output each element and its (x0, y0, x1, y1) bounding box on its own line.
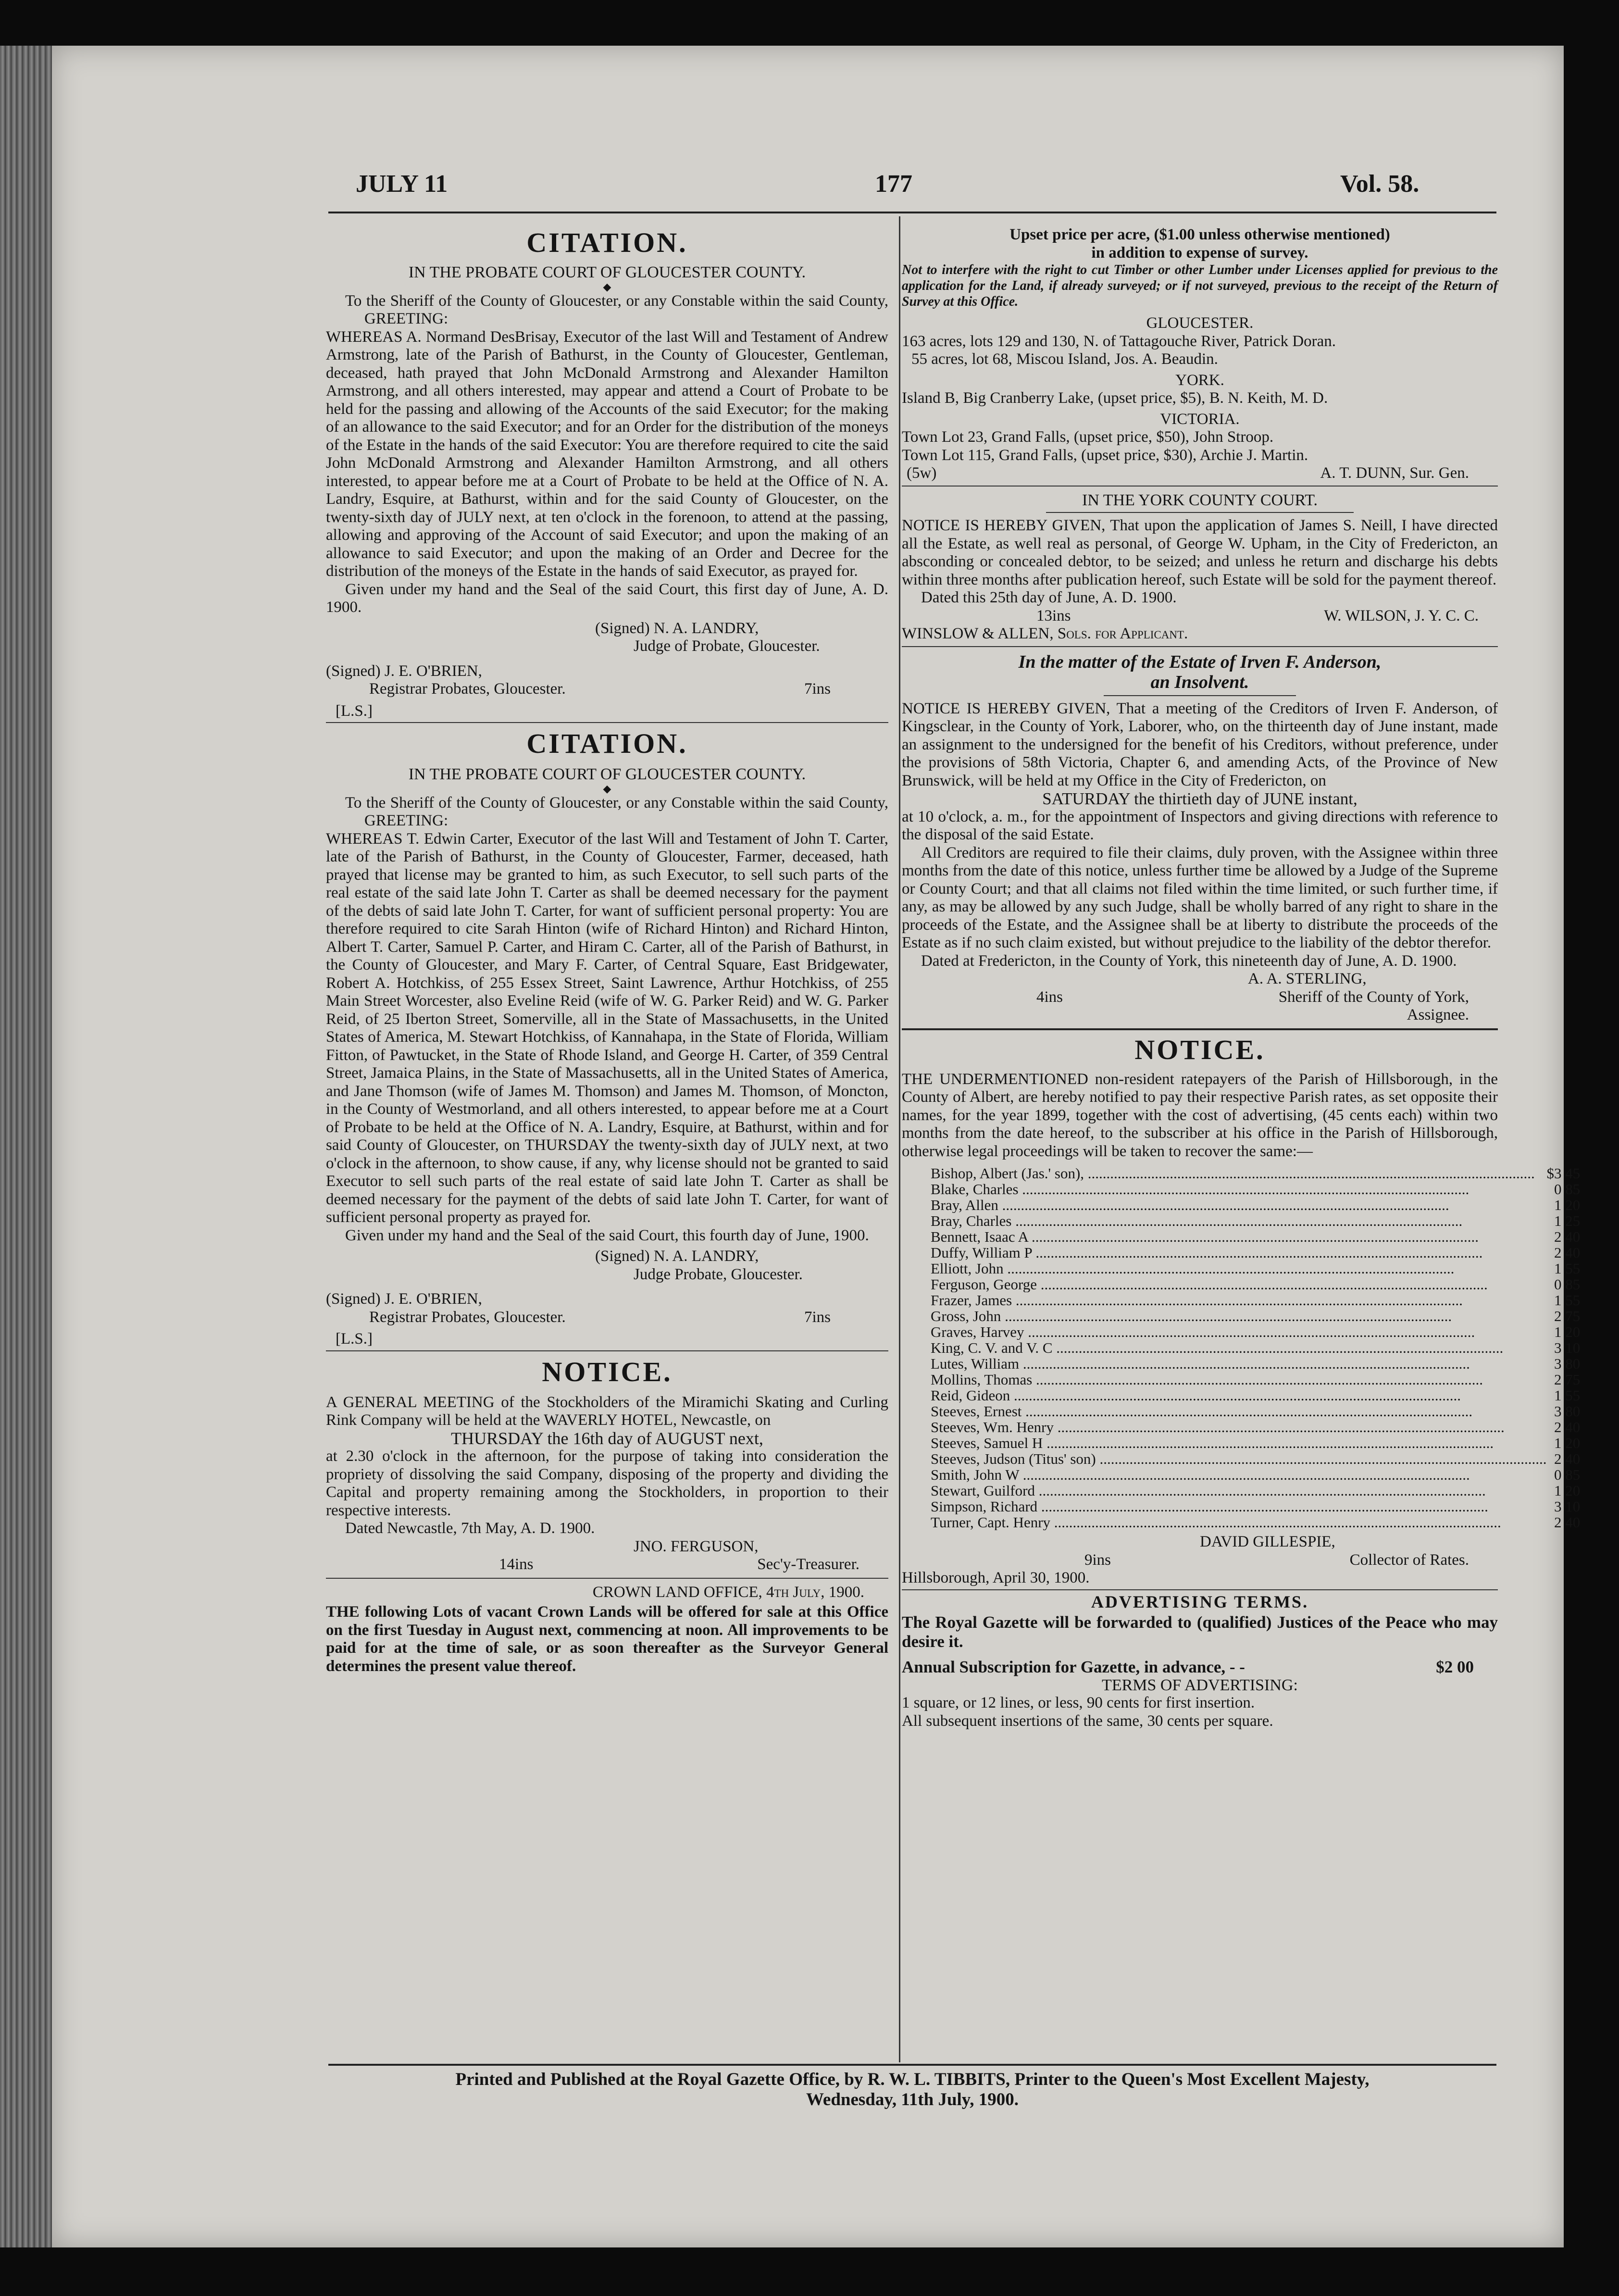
york-court-signature: W. WILSON, J. Y. C. C. (1324, 607, 1479, 624)
table-row (931, 1276, 1580, 1292)
estate-body-3: All Creditors are required to file their claims, duly proven, with the Assignee within three months from the date of this notice, unless further time be allowed by a Judge of the Supreme or County Court; and that all claims not filed within the time limited, or such further time, if any, as may be allowed by any such Judge, shall be wholly barred of any right to share in the proceeds of the Estate, and the Assignee shall be at liberty to distribute the proceeds of the Estate as if no such claim existed, but without prejudice to the liability of the debtor therefor. (902, 844, 1498, 951)
notice-1-insertions: 14ins (499, 1556, 534, 1573)
ratepayer-name: Reid, Gideon ........................................................................................................................ (931, 1387, 1461, 1403)
notice-1-signature: JNO. FERGUSON, (634, 1537, 759, 1555)
citation-1-insertions: 7ins (804, 680, 831, 698)
header-rule (328, 212, 1496, 213)
york-court-solicitors: WINSLOW & ALLEN, Sols. for Applicant. (902, 625, 1188, 642)
gazette-page (52, 46, 1581, 2247)
upset-price-heading: Upset price per acre, ($1.00 unless otherwise mentioned) (1009, 226, 1390, 243)
estate-signer-role-2: Assignee. (1407, 1006, 1469, 1023)
york-lot-1: Island B, Big Cranberry Lake, (upset price, $5), B. N. Keith, M. D. (902, 389, 1328, 407)
citation-2-seal: [L.S.] (336, 1330, 373, 1348)
page-edge (0, 46, 52, 2247)
ratepayer-amount: 2 40 (1554, 1419, 1581, 1435)
estate-insertions: 4ins (1036, 988, 1063, 1006)
estate-signature: A. A. STERLING, (1248, 970, 1367, 987)
ratepayer-name: Bennett, Isaac A ........................................................................................................................ (931, 1229, 1479, 1245)
ratepayer-amount: 2 75 (1554, 1371, 1581, 1388)
notice-1-title: NOTICE. (542, 1356, 673, 1387)
notice-1-role: Sec'y-Treasurer. (757, 1556, 859, 1573)
york-heading: YORK. (1175, 371, 1224, 389)
ratepayer-amount: 2 40 (1554, 1514, 1581, 1531)
table-row (931, 1181, 1580, 1197)
citation-1-given: Given under my hand and the Seal of the said Court, this first day of June, A. D. 1900. (326, 580, 888, 616)
ratepayer-name: Duffy, William P ........................................................................................................................ (931, 1245, 1483, 1260)
ratepayer-amount: 0 85 (1554, 1466, 1581, 1483)
ratepayer-amount: 1 25 (1554, 1212, 1581, 1229)
divider (902, 1589, 1498, 1590)
gloucester-lot-2: 55 acres, lot 68, Miscou Island, Jos. A. Beaudin. (911, 350, 1218, 368)
right-column (902, 226, 1581, 1730)
ratepayer-name: Blake, Charles ........................................................................................................................ (931, 1181, 1470, 1197)
table-row (931, 1419, 1580, 1435)
table-row (931, 1451, 1580, 1467)
ratepayer-name: Bray, Allen ........................................................................................................................ (931, 1197, 1449, 1213)
estate-signer-role: Sheriff of the County of York, (1278, 988, 1469, 1006)
header-date: JULY 11 (356, 170, 448, 198)
collector-signature: DAVID GILLESPIE, (1200, 1533, 1335, 1550)
table-row (931, 1356, 1580, 1372)
divider (326, 1350, 888, 1351)
notice-2-title: NOTICE. (1134, 1034, 1265, 1065)
ratepayer-amount: 1 20 (1554, 1197, 1581, 1213)
victoria-heading: VICTORIA. (1160, 410, 1240, 428)
citation-2-registrar-title: Registrar Probates, Gloucester. (369, 1308, 566, 1326)
victoria-lot-2: Town Lot 115, Grand Falls, (upset price, $30), Archie J. Martin. (902, 446, 1308, 464)
citation-2-signed-registrar: (Signed) J. E. O'BRIEN, (326, 1290, 482, 1308)
ratepayer-name: King, C. V. and V. C ........................................................................................................................ (931, 1340, 1504, 1356)
ratepayer-name: Smith, John W ........................................................................................................................ (931, 1467, 1470, 1483)
advertising-terms-justices: The Royal Gazette will be forwarded to (qualified) Justices of the Peace who may desire it. (902, 1613, 1498, 1651)
gloucester-heading: GLOUCESTER. (1146, 314, 1254, 332)
ratepayer-amount: 3 10 (1554, 1498, 1581, 1515)
table-row (931, 1435, 1580, 1451)
notice-1-date: THURSDAY the 16th day of AUGUST next, (451, 1428, 763, 1448)
ratepayer-name: Elliott, John ........................................................................................................................ (931, 1260, 1455, 1276)
advertising-term-2: All subsequent insertions of the same, 30 cents per square. (902, 1712, 1273, 1730)
citation-2-signed-judge: (Signed) N. A. LANDRY, (595, 1248, 759, 1265)
york-court-insertions: 13ins (1036, 607, 1071, 624)
citation-1-judge-title: Judge of Probate, Gloucester. (634, 637, 820, 655)
divider (902, 1028, 1498, 1030)
estate-body: NOTICE IS HEREBY GIVEN, That a meeting of the Creditors of Irven F. Anderson, of Kingsclear, in the County of York, Laborer, who, on the thirteenth day of June instant, made an assignment to the undersigned for the benefit of his Creditors, without preference, under the provisions of 58th Victoria, Chapter 6, and amending Acts, of the Province of New Brunswick, will be held at my Office in the City of Fredericton, on (902, 699, 1498, 789)
divider (326, 1578, 888, 1579)
terms-of-advertising-heading: TERMS OF ADVERTISING: (1102, 1676, 1298, 1694)
citation-1-title: CITATION. (526, 227, 688, 258)
citation-2-address: To the Sheriff of the County of Gloucester, or any Constable within the said County, GREETING: (345, 794, 888, 829)
crown-land-notice: THE following Lots of vacant Crown Lands will be offered for sale at this Office on the first Tuesday in August next, commencing at noon. All improvements to be paid for at the time of sale, or as soon thereafter as the Surveyor General determines the present value thereof. (326, 1603, 888, 1675)
notice-1-body: A GENERAL MEETING of the Stockholders of the Miramichi Skating and Curling Rink Company will be held at the WAVERLY HOTEL, Newcastle, on (326, 1393, 888, 1429)
notice-2-body: THE UNDERMENTIONED non-resident ratepayers of the Parish of Hillsborough, in the County of Albert, are hereby notified to pay their respective Parish rates, as set opposite their names, for the year 1899, together with the cost of advertising, (45 cents each) within two months from the date hereof, to the subscriber at his office in the Parish of Hillsborough, otherwise legal proceedings will be taken to recover the same:— (902, 1070, 1498, 1160)
citation-1-address: To the Sheriff of the County of Gloucester, or any Constable within the said County, GREETING: (345, 292, 888, 327)
ratepayer-amount: 1 20 (1554, 1482, 1581, 1499)
divider (1104, 695, 1296, 696)
estate-title: In the matter of the Estate of Irven F. Anderson, (1018, 651, 1382, 672)
ratepayer-amount: 3 80 (1554, 1355, 1581, 1372)
citation-1-registrar-title: Registrar Probates, Gloucester. (369, 680, 566, 698)
ratepayer-amount: 1 20 (1554, 1435, 1581, 1451)
table-row (931, 1245, 1580, 1260)
ratepayer-name: Turner, Capt. Henry ........................................................................................................................ (931, 1514, 1501, 1530)
ratepayer-name: Steeves, Wm. Henry ........................................................................................................................ (931, 1419, 1505, 1435)
column-divider (899, 216, 900, 2062)
surveyor-general-signature: A. T. DUNN, Sur. Gen. (1320, 464, 1469, 482)
table-row (931, 1229, 1580, 1245)
crown-land-office-date: CROWN LAND OFFICE, 4th July, 1900. (592, 1583, 864, 1601)
table-row (931, 1467, 1580, 1483)
divider (326, 722, 888, 723)
header-page-number: 177 (875, 170, 912, 198)
citation-1-signed-registrar: (Signed) J. E. O'BRIEN, (326, 662, 482, 680)
victoria-lot-1: Town Lot 23, Grand Falls, (upset price, $50), John Stroop. (902, 428, 1274, 446)
table-row (931, 1260, 1580, 1276)
citation-2-title: CITATION. (526, 728, 688, 759)
ratepayer-amount: 2 40 (1554, 1244, 1581, 1261)
table-row (931, 1308, 1580, 1324)
estate-body-2: at 10 o'clock, a. m., for the appointment of Inspectors and giving directions with reference to the disposal of the said Estate. (902, 808, 1498, 843)
ratepayer-name: Bray, Charles ........................................................................................................................ (931, 1213, 1463, 1229)
upset-insertions: (5w) (907, 464, 937, 482)
divider (902, 646, 1498, 647)
table-row (931, 1387, 1580, 1403)
footer-line-2: Wednesday, 11th July, 1900. (806, 2090, 1019, 2109)
ratepayer-name: Gross, John ........................................................................................................................ (931, 1308, 1452, 1324)
notice-2-insertions: 9ins (1084, 1551, 1111, 1569)
upset-price-subheading: in addition to expense of survey. (1091, 244, 1308, 262)
citation-1-body: WHEREAS A. Normand DesBrisay, Executor of the last Will and Testament of Andrew Armstrong, late of the Parish of Bathurst, in the County of Gloucester, Gentleman, deceased, hath prayed that John McDonald Armstrong and Alexander Hamilton Armstrong, and all others interested, may appear and attend a Court of Probate to be held for the passing and allowing of the Accounts of the said Executor; for the making of an allowance to the said Executor; and for an Order for the distribution of the moneys of the Estate in the hands of the said Executor: You are therefore required to cite the said John McDonald Armstrong and Alexander Hamilton Armstrong, and all others interested, to appear before me at a Court of Probate to be held at the Office of N. A. Landry, Esquire, at Bathurst, within and for the said County of Gloucester, on the twenty-sixth day of JULY next, at ten o'clock in the forenoon, to attend at the passing, allowing and approving of the Account of said Executor; and upon the making of an allowance to said Executor; and upon the making of an Order and Decree for the distribution of the moneys of the Estate in the hands of said Executor, as prayed for. (326, 328, 888, 580)
ratepayer-name: Steeves, Samuel H ........................................................................................................................ (931, 1435, 1494, 1451)
ratepayer-amount: 3 80 (1554, 1403, 1581, 1420)
footer-imprint (321, 2070, 1504, 2110)
ratepayer-amount: 3 10 (1554, 1339, 1581, 1356)
table-row (931, 1292, 1580, 1308)
advertising-terms-title: ADVERTISING TERMS. (1091, 1592, 1309, 1611)
table-row (931, 1324, 1580, 1340)
table-row (931, 1498, 1580, 1514)
ratepayer-amount: 2 40 (1554, 1228, 1581, 1245)
citation-1-seal: [L.S.] (336, 702, 373, 720)
notice-1-dated: Dated Newcastle, 7th May, A. D. 1900. (345, 1520, 595, 1537)
table-row (931, 1213, 1580, 1229)
ratepayer-name: Steeves, Ernest ........................................................................................................................ (931, 1403, 1473, 1419)
notice-1-body-2: at 2.30 o'clock in the afternoon, for the purpose of taking into consideration the propriety of dissolving the said Company, disposing of the property and dividing the Capital and property remaining among the Stockholders, in proportion to their respective interests. (326, 1447, 888, 1519)
advertising-term-1: 1 square, or 12 lines, or less, 90 cents for first insertion. (902, 1694, 1255, 1711)
gloucester-lot-1: 163 acres, lots 129 and 130, N. of Tattagouche River, Patrick Doran. (902, 332, 1336, 350)
subscription-label: Annual Subscription for Gazette, in advance, - - (902, 1658, 1245, 1676)
ratepayers-table (931, 1165, 1580, 1530)
citation-2-body: WHEREAS T. Edwin Carter, Executor of the last Will and Testament of John T. Carter, late of the Parish of Bathurst, in the County of Gloucester, Farmer, deceased, hath prayed that license may be granted to him, as such Executor, to sell such parts of the real estate of the said late John T. Carter as shall be deemed necessary for the payment of the debts of said late John T. Carter, for want of sufficient personal property: You are therefore required to cite Sarah Hinton (wife of Richard Hinton) and Richard Hinton, Albert T. Carter, Samuel P. Carter, and Hiram C. Carter, all of the Parish of Bathurst, in the County of Gloucester, and Mary F. Carter, of Central Square, East Bridgewater, Robert A. Hotchkiss, of 255 Essex Street, Saint Lawrence, Arthur Hotchkiss, of 255 Main Street Worcester, also Eveline Reid (wife of W. G. Parker Reid) and W. G. Parker Reid, of 25 Iberton Street, Somerville, all in the State of Massachusetts, in the United States of America, M. Stewart Hotchkiss, of Kannahapa, in the State of Florida, William Fitton, of Pawtucket, in the State of Rhode Island, and George H. Carter, of 359 Central Street, Jamaica Plains, in the State of Massachusetts, all in the United States of America, and Jane Thomson (wife of James M. Thomson) and James M. Thomson, of Moncton, in the County of Westmorland, and all others interested, to appear before me at a Court of Probate to be held at the Office of N. A. Landry, Esquire, at Bathurst, within and for said County of Gloucester, on THURSDAY the twenty-sixth day of JULY next, at two o'clock in the afternoon, to show cause, if any, why license should not be granted to said Executor to sell such parts of the real estate of said late John T. Carter as shall be deemed necessary for the payment of the debts of said late John T. Carter, for want of sufficient personal property as prayed for. (326, 830, 888, 1226)
footer-rule (328, 2064, 1496, 2066)
header-volume: Vol. 58. (1340, 170, 1420, 198)
table-row (931, 1514, 1580, 1530)
citation-2-judge-title: Judge Probate, Gloucester. (634, 1265, 803, 1283)
ratepayer-amount: $3 45 (1546, 1165, 1581, 1182)
estate-meeting-date: SATURDAY the thirtieth day of JUNE instant, (1042, 789, 1357, 808)
ratepayer-amount: 1 55 (1554, 1292, 1581, 1309)
collector-role: Collector of Rates. (1349, 1551, 1469, 1569)
table-row (931, 1197, 1580, 1213)
ratepayer-name: Bishop, Albert (Jas.' son), ........................................................................................................................ (931, 1165, 1535, 1181)
citation-2-insertions: 7ins (804, 1308, 831, 1326)
ratepayer-name: Frazer, James ........................................................................................................................ (931, 1292, 1463, 1308)
york-court-title: IN THE YORK COUNTY COURT. (1082, 491, 1318, 509)
estate-subtitle: an Insolvent. (1150, 672, 1249, 692)
table-row (931, 1165, 1580, 1181)
divider (902, 486, 1498, 487)
ratepayer-amount: 2 40 (1554, 1450, 1581, 1467)
ratepayer-name: Graves, Harvey ........................................................................................................................ (931, 1324, 1475, 1340)
york-court-dated: Dated this 25th day of June, A. D. 1900. (921, 589, 1177, 606)
citation-2-court: IN THE PROBATE COURT OF GLOUCESTER COUNTY. (408, 765, 806, 783)
ratepayer-name: Mollins, Thomas ........................................................................................................................ (931, 1372, 1483, 1387)
ratepayer-amount: 0 85 (1554, 1181, 1581, 1198)
citation-1-signed-judge: (Signed) N. A. LANDRY, (595, 619, 759, 637)
table-row (931, 1340, 1580, 1356)
ratepayer-name: Lutes, William ........................................................................................................................ (931, 1356, 1470, 1372)
table-row (931, 1372, 1580, 1387)
ratepayer-amount: 1 55 (1554, 1260, 1581, 1277)
footer-line-1: Printed and Published at the Royal Gazette Office, by R. W. L. TIBBITS, Printer to the Queen's Most Excellent Majesty, (455, 2070, 1370, 2089)
upset-price-note: Not to interfere with the right to cut Timber or other Lumber under Licenses applied for previous to the application for the Land, if already surveyed; or if not surveyed, previous to the receipt of the Return of Survey at this Office. (902, 262, 1498, 309)
citation-2-given: Given under my hand and the Seal of the said Court, this fourth day of June, 1900. (345, 1226, 869, 1244)
estate-dated: Dated at Fredericton, in the County of York, this nineteenth day of June, A. D. 1900. (921, 952, 1457, 970)
divider (1046, 512, 1354, 513)
table-row (931, 1403, 1580, 1419)
york-court-body: NOTICE IS HEREBY GIVEN, That upon the application of James S. Neill, I have directed all the Estate, as well real as personal, of George W. Upham, in the City of Fredericton, an absconding or concealed debtor, to be seized; and unless he return and discharge his debts within three months after publication hereof, such Estate will be sold for the payment thereof. (902, 517, 1498, 588)
ratepayer-amount: 2 75 (1554, 1308, 1581, 1324)
table-row (931, 1483, 1580, 1498)
ratepayer-name: Simpson, Richard ........................................................................................................................ (931, 1498, 1488, 1514)
subscription-price: $2 00 (1436, 1658, 1474, 1676)
ratepayer-amount: 0 85 (1554, 1276, 1581, 1293)
notice-2-dated: Hillsborough, April 30, 1900. (902, 1569, 1090, 1586)
ratepayer-name: Ferguson, George ........................................................................................................................ (931, 1276, 1488, 1292)
citation-1-court: IN THE PROBATE COURT OF GLOUCESTER COUNTY. (408, 263, 806, 281)
ratepayer-name: Stewart, Guilford ........................................................................................................................ (931, 1483, 1486, 1498)
left-column: CITATION. IN THE PROBATE COURT OF GLOUCESTER COUNTY. ◆ To the Sheriff of the County of Gloucester, or any Constable within the said County, GREETING: WHEREAS A. Normand DesBrisay, Executor of the last Will and Testament of Andrew Armstrong, late of the Parish of Bathurst, in the County of Gloucester, Gentleman, deceased, hath prayed that John McDonald Armstrong and Alexander Hamilton Armstrong, and all others interested, may appear and attend a Court of Probate to be held for the passing and allowing of the Accounts of the said Executor; for the making of an allowance to the said Executor; and for an Order for the distribution of the moneys of the Estate in the hands of the said Executor: You are therefore required to cite the said John McDonald Armstrong and Alexander Hamilton Armstrong, and all others interested, to appear before me at a Court of Probate to be held at the Office of N. A. Landry, Esquire, at Bathurst, within and for the said County of Gloucester, on the twenty-sixth day of JULY next, at ten o'clock in the forenoon, to attend at the passing, allowing and approving of the Account of said Executor; and upon the making of an allowance to said Executor; and upon the making of an Order and Decree for the distribution of the moneys of the Estate in the hands of said Executor, as prayed for. Given under my hand and the Seal of the said Court, this first day of June, A. D. 1900. (Signed) N. A. LANDRY, Judge of Probate, Gloucester. (Signed) J. E. O'BRIEN, Registrar Probates, Gloucester. 7ins [L.S.] CITATION. IN THE PROBATE COURT OF GLOUCESTER COUNTY. ◆ To the Sheriff of the County of Gloucester, or any Constable within the said County, GREETING: WHEREAS T. Edwin Carter, Executor of the last Will and Testament of John T. Carter, late of the Parish of Bathurst, in the County of Gloucester, Farmer, deceased, hath prayed that license may be granted to him, as such Executor, to sell such parts of the real estate of the said late John T. Carter as shall be deemed necessary for the payment of the debts of said late John T. Carter, for want of sufficient personal property: You are therefore required to cite Sarah Hinton (wife of Richard Hinton) and Richard Hinton, Albert T. Carter, Samuel P. Carter, and Hiram C. Carter, all of the Parish of Bathurst, in the County of Gloucester, and Mary F. Carter, of Central Square, East Bridgewater, Robert A. Hotchkiss, of 255 Essex Street, Saint Lawrence, Arthur Hotchkiss, of 255 Main Street Worcester, also Eveline Reid (wife of W. G. Parker Reid) and W. G. Parker Reid, of 25 Iberton Street, Somerville, all in the State of Massachusetts, in the United States of America, M. Stewart Hotchkiss, of Kannahapa, in the State of Florida, William Fitton, of Pawtucket, in the State of Rhode Island, and George H. Carter, of 359 Central Street, Jamaica Plains, in the State of Massachusetts, all in the United States of America, and Jane Thomson (wife of James M. Thomson) and James M. Thomson, of Moncton, in the County of Westmorland, and all others interested, to appear before me at a Court of Probate to be held at the Office of N. A. Landry, Esquire, at Bathurst, within and for said County of Gloucester, on THURSDAY the twenty-sixth day of JULY next, at two o'clock in the afternoon, to show cause, if any, why license should not be granted to said Executor to sell such parts of the real estate of said late John T. Carter as shall be deemed necessary for the payment of the debts of said late John T. Carter, for want of sufficient personal property as prayed for. Given under my hand and the Seal of the said Court, this fourth day of June, 1900. (Signed) N. A. LANDRY, Judge Probate, Gloucester. (Signed) J. E. O'BRIEN, Registrar Probates, Gloucester. 7ins [L.S.] NOTICE. A GENERAL MEETING of the Stockholders of the Miramichi Skating and Curling Rink Company will be held at the WAVERLY HOTEL, Newcastle, on THURSDAY the 16th day of AUGUST next, at 2.30 o'clock in the afternoon, for the purpose of taking into consideration the propriety of dissolving the said Company, disposing of the property and dividing the Capital and property remaining among the Stockholders, in proportion to their respective interests. Dated Newcastle, 7th May, A. D. 1900. JNO. FERGUSON, 14ins Sec'y-Treasurer. CROWN LAND OFFICE, 4th July, 1900. THE following Lots of vacant Crown Lands will be offered for sale at this Office on the first Tuesday in August next, commencing at noon. All improvements to be paid for at the time of sale, or as soon thereafter as the Surveyor General determines the present value thereof. (326, 227, 888, 1675)
ratepayer-amount: 1 20 (1554, 1323, 1581, 1340)
ratepayer-amount: 1 55 (1554, 1387, 1581, 1404)
ratepayer-name: Steeves, Judson (Titus' son) ........................................................................................................................ (931, 1451, 1547, 1467)
